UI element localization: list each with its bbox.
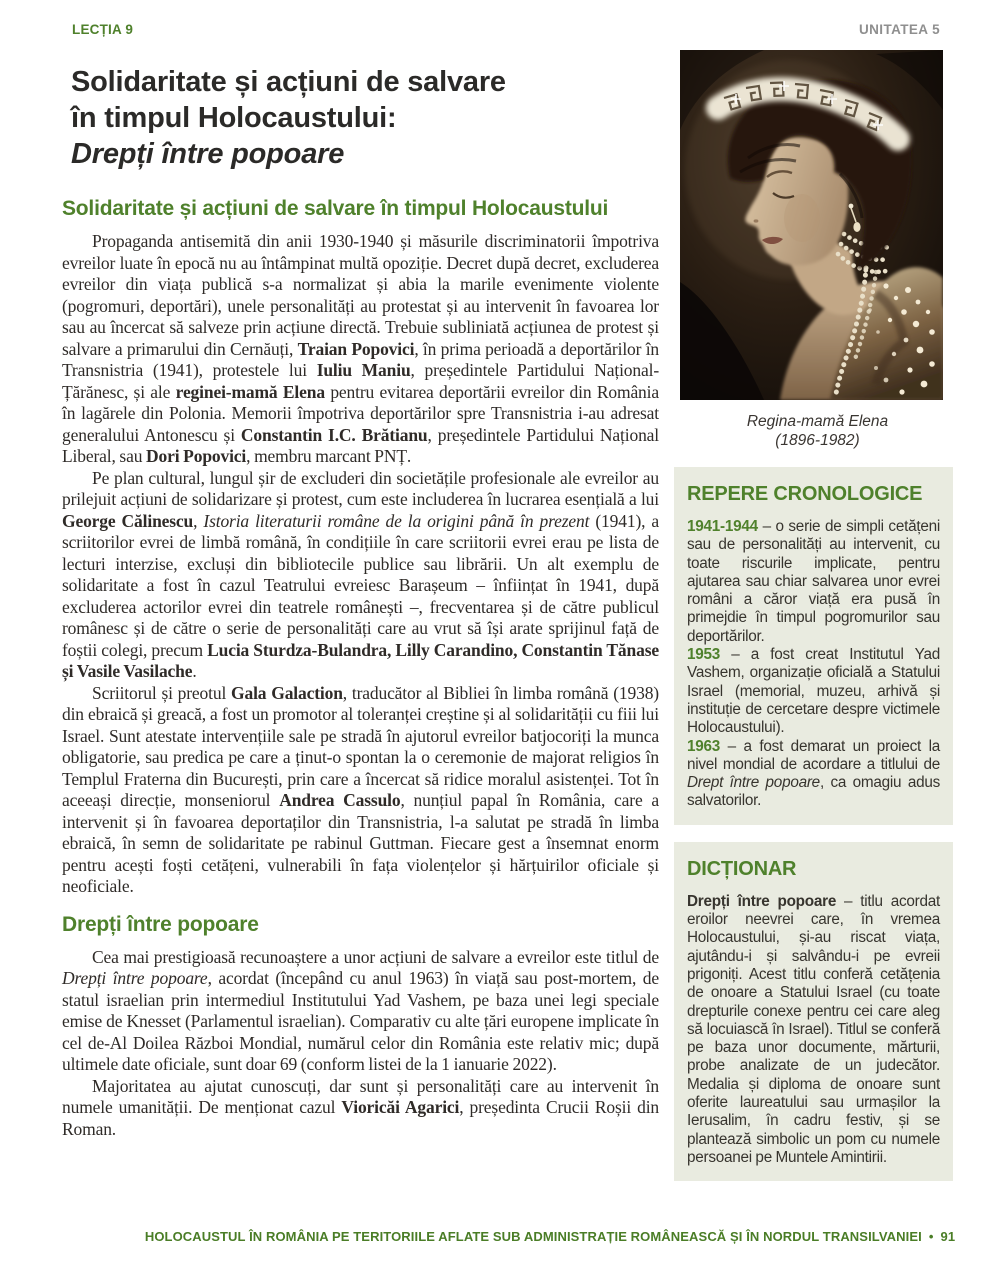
- body-paragraph-1: Propaganda antisemită din anii 1930-1940 și măsurile discriminatorii împotriva evreilor luate în epocă nu au întâmpinat multă opoziție. Decret după decret, excluderea evreilor din viața publică s-a normalizat și abia la marile evenimente violente (pogromuri, deportări), unele personalități au protestat și au intervenit în favoarea lor sau au încercat să salveze prin acțiune directă. Trebuie subliniată acțiunea de protest și salvare a primarului din Cernăuți, Traian Popovici, în prima perioadă a deportărilor în Transnistria (1941), protestele lui Iuliu Maniu, președintele Partidului Național-Țărănesc, și ale reginei-mamă Elena pentru evitarea deportării evreilor din România în lagărele din Polonia. Memorii împotriva deportărilor spre Transnistria i-au adresat generalului Antonescu și Constantin I.C. Brătianu, președintele Partidului Național Liberal, sau Dori Popovici, membru marcant PNȚ.: [62, 231, 660, 466]
- chronology-entry-3: 1963 – a fost demarat un proiect la nivel mondial de acordare a titlului de Drept între popoare, ca omagiu adus salvatorilor.: [687, 737, 941, 810]
- sidebar: [674, 50, 953, 1181]
- chronology-heading: REPERE CRONOLOGICE: [687, 483, 923, 505]
- section-heading-solidaritate: Solidaritate și acțiuni de salvare în timpul Holocaustului: [62, 197, 609, 220]
- footer-bullet: •: [928, 1229, 934, 1244]
- dictionary-box: [674, 842, 953, 1181]
- chronology-box: [674, 467, 953, 825]
- chronology-year-1: 1941-1944: [687, 518, 758, 535]
- chronology-entry-2: 1953 – a fost creat Institutul Yad Vashem, organizație oficială a Statului Israel (memorial, muzeu, arhivă și instituție de cercetare despre victimele Holocaustului).: [687, 646, 940, 737]
- photo-caption-years: (1896-1982): [775, 432, 860, 449]
- unit-label: UNITATEA 5: [859, 22, 940, 37]
- footer-text: HOLOCAUSTUL ÎN ROMÂNIA PE TERITORIILE AFLATE SUB ADMINISTRAȚIE ROMÂNEASCĂ ȘI ÎN NORDUL TRANSILVANIEI: [144, 1229, 922, 1244]
- page-title-line3: Drepți între popoare: [71, 138, 345, 171]
- chronology-entry-1: 1941-1944 – o serie de simpli cetățeni sau de personalități au intervenit, cu toate riscurile implicate, pentru ajutarea sau chiar salvarea unor evrei români a căror viață era pusă în primejdie în timpul pogromurilor sau deportărilor.: [687, 518, 940, 645]
- chronology-year-2: 1953: [687, 646, 721, 664]
- portrait-photo: [680, 50, 943, 400]
- photo-caption-name: Regina-mamă Elena: [746, 413, 889, 430]
- body-paragraph-5: Majoritatea au ajutat cunoscuți, dar sunt și personalități care au intervenit în numele umanității. De menționat cazul Vioricăi Agarici, președinta Crucii Roșii din Roman.: [62, 1075, 660, 1139]
- section-heading-drepti: Drepți între popoare: [62, 912, 259, 936]
- photo-caption: [686, 412, 949, 450]
- footer-page-number: 91: [940, 1229, 956, 1244]
- page-footer: [110, 1229, 990, 1244]
- dictionary-heading: DICȚIONAR: [687, 857, 797, 880]
- main-column: [62, 197, 659, 1140]
- body-paragraph-4: Cea mai prestigioasă recunoaștere a unor acțiuni de salvare a evreilor este titlul de Drepți între popoare, acordat (începând cu anul 1963) în viață sau post-mortem, de statul israelian prin intermediul Institutului Yad Vashem, pe baza unei legi speciale emise de Knesset (Parlamentul israelian). Comparativ cu alte țări europene implicate în cel de-Al Doilea Război Mondial, numărul celor din România este relativ mic; după ultimele date oficiale, sunt doar 69 (conform listei de la 1 ianuarie 2022).: [62, 946, 660, 1074]
- body-paragraph-2: Pe plan cultural, lungul șir de excluderi din societățile profesionale ale evreilor au prilejuit acțiuni de solidarizare și protest, cum este includerea în lucrarea esențială a lui George Călinescu, Istoria literaturii române de la origini până în prezent (1941), a scriitorilor evrei de limbă română, în condițiile în care scriitorii evrei erau pe lista de lecturi interzise, excluși din bibliotecile publice sau librării. Un alt exemplu de solidaritate a fost în cazul Teatrului evreiesc Barașeum – înființat în 1941, după excluderea actorilor evrei din teatrele românești –, frecventarea și de către publicul românesc și de către o serie de personalități care au vrut să își arate sprijinul față de foștii colegi, precum Lucia Sturdza-Bulandra, Lilly Carandino, Constantin Tănase și Vasile Vasilache.: [62, 467, 660, 681]
- chronology-year-3: 1963: [687, 737, 721, 755]
- dictionary-definition: Drepți între popoare – titlu acordat eroilor neevrei care, în vremea Holocaustului, și-au riscat viața, ajutându-i și salvându-i pe evreii prigoniți. Acest titlu conferă cetățenia de onoare a Statului Israel (cu toate drepturile conexe pentru cei care aleg să locuiască în Israel). Titlul se conferă pe baza unor documente, mărturii, probe analizate de un judecător. Medalia și diploma de onoare sunt oferite laureatului sau urmașilor la Ierusalim, în cadru festiv, și se plantează simbolic un pom cu numele persoanei pe Muntele Amintirii.: [687, 892, 940, 1166]
- lesson-label: LECȚIA 9: [72, 22, 134, 37]
- page-title-line1: Solidaritate și acțiuni de salvare: [71, 66, 506, 99]
- page-title: [71, 64, 671, 172]
- body-paragraph-3: Scriitorul și preotul Gala Galaction, traducător al Bibliei în limba română (1938) din ebraică și greacă, a fost un promotor al toleranței creștine și al solidarității cu fiii lui Israel. Sunt atestate intervențiile sale pe stradă în ajutorul evreilor batjocoriți la munca obligatorie, sau predica pe care a ținut-o spontan la o ceremonie de majorat religios în Templul Fraterna din București, prin care a încercat să ridice moralul asistenței. Tot în aceeași direcție, monseniorul Andrea Cassulo, nunțiul papal în România, care a intervenit și în favoarea deportaților din Transnistria, l-a salutat pe stradă în limba ebraică, în semn de solidaritate pe rabinul Guttman. Fiecare gest a însemnat enorm pentru acești foști cetățeni, vulnerabili în fața violențelor și hărțuirilor oficiale și neoficiale.: [62, 682, 660, 896]
- portrait-figure: [680, 50, 943, 450]
- page-title-line2: în timpul Holocaustului:: [71, 102, 397, 135]
